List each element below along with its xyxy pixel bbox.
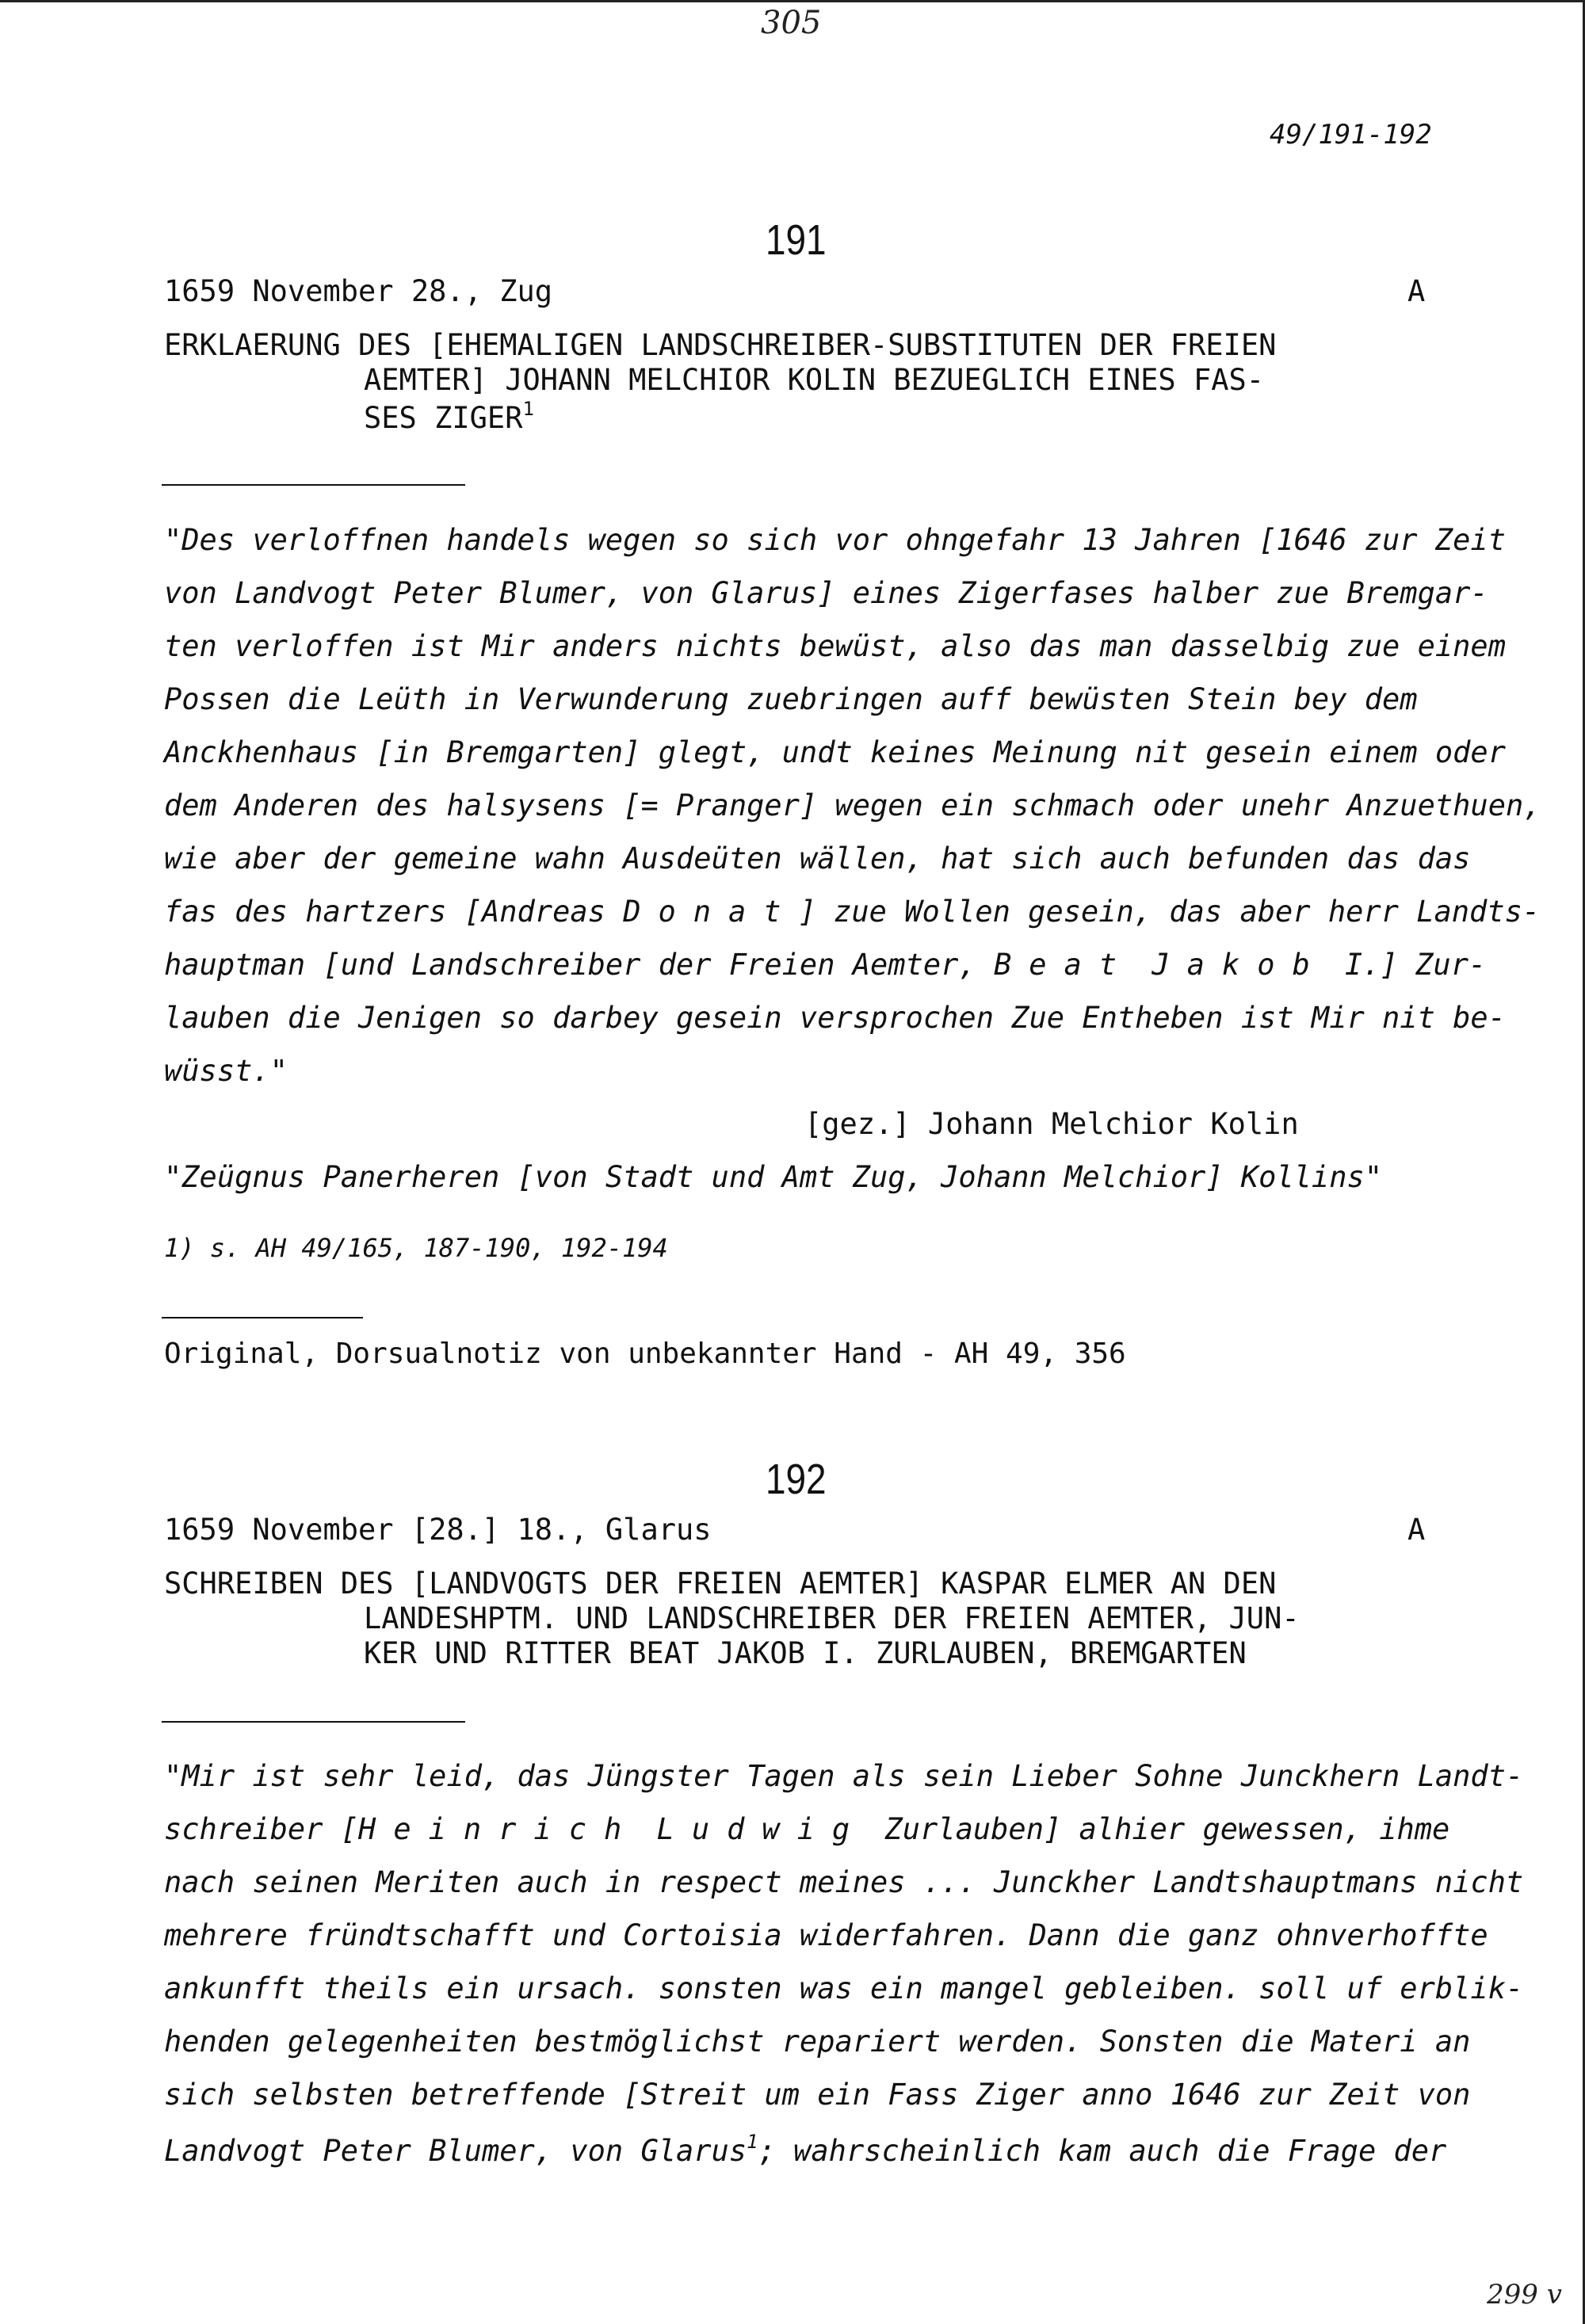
document-number-192: 192 (766, 1456, 827, 1503)
separator-rule (162, 484, 465, 486)
doc192-body-line: nach seinen Meriten auch in respect meines ... Junckher Landtshauptmans nicht (164, 1865, 1524, 1899)
handwritten-page-number: 305 (761, 5, 822, 41)
doc192-heading-line-2: LANDESHPTM. UND LANDSCHREIBER DER FREIEN AEMTER, JUN- (364, 1601, 1300, 1635)
doc191-body-line: von Landvogt Peter Blumer, von Glarus] eines Zigerfases halber zue Bremgar- (164, 576, 1488, 610)
doc192-body-line: Landvogt Peter Blumer, von Glarus$^1$; wahrscheinlich kam auch die Frage der (164, 2131, 1447, 2168)
separator-rule (162, 1317, 363, 1318)
separator-rule (162, 1721, 465, 1723)
doc191-body-line: wie aber der gemeine wahn Ausdeüten wällen, hat sich auch befunden das das (164, 841, 1471, 876)
doc191-body-line: Anckhenhaus [in Bremgarten] glegt, undt keines Meinung nit gesein einem oder (164, 735, 1506, 769)
doc191-body-line: Possen die Leüth in Verwunderung zuebringen auff bewüsten Stein bey dem (164, 682, 1418, 716)
doc191-body-line: lauben die Jenigen so darbey gesein versprochen Zue Entheben ist Mir nit be- (164, 1001, 1506, 1035)
doc192-body-line: henden gelegenheiten bestmöglichst repariert werden. Sonsten die Materi an (164, 2024, 1471, 2059)
doc191-date-place: 1659 November 28., Zug (164, 274, 553, 308)
doc192-date-place: 1659 November [28.] 18., Glarus (164, 1513, 712, 1547)
document-number-191: 191 (766, 216, 827, 264)
doc191-heading-line-2: AEMTER] JOHANN MELCHIOR KOLIN BEZUEGLICH EINES FAS- (364, 363, 1265, 397)
doc191-source: Original, Dorsualnotiz von unbekannter Hand - AH 49, 356 (164, 1338, 1126, 1370)
doc191-heading-line-1: ERKLAERUNG DES [EHEMALIGEN LANDSCHREIBER-SUBSTITUTEN DER FREIEN (164, 328, 1277, 362)
doc192-body-line: "Mir ist sehr leid, das Jüngster Tagen als sein Lieber Sohne Junckhern Landt- (164, 1759, 1524, 1793)
doc191-dorsal-note: "Zeügnus Panerheren [von Stadt und Amt Zug, Johann Melchior] Kollins" (164, 1160, 1383, 1194)
handwritten-folio-number: 299 v (1487, 2279, 1562, 2311)
doc192-body-line: ankunfft theils ein ursach. sonsten was ein mangel gebleiben. soll uf erblik- (164, 1971, 1524, 2005)
doc191-body-line: hauptman [und Landschreiber der Freien Aemter, Beat Jakob I.] Zur- (164, 948, 1487, 982)
doc192-letter: A (1407, 1513, 1426, 1547)
page-border-top (0, 0, 1585, 2)
doc191-body-line: dem Anderen des halsysens [= Pranger] wegen ein schmach oder unehr Anzuethuen, (164, 788, 1541, 822)
doc191-body-line: wüsst." (164, 1054, 288, 1088)
doc191-heading-line-3: SES ZIGER$^1$ (364, 398, 534, 435)
doc192-heading-line-3: KER UND RITTER BEAT JAKOB I. ZURLAUBEN, BREMGARTEN (364, 1636, 1247, 1670)
doc192-body-line: schreiber [Heinrich Ludwig Zurlauben] alhier gewessen, ihme (164, 1812, 1450, 1846)
doc192-body-line: mehrere fründtschafft und Cortoisia widerfahren. Dann die ganz ohnverhoffte (164, 1918, 1488, 1952)
doc191-footnote: 1) s. AH 49/165, 187-190, 192-194 (164, 1233, 668, 1263)
doc191-body-line: "Des verloffnen handels wegen so sich vor ohngefahr 13 Jahren [1646 zur Zeit (164, 523, 1506, 557)
archive-reference: 49/191-192 (1270, 119, 1432, 151)
doc191-letter: A (1407, 274, 1426, 308)
doc191-signature: [gez.] Johann Melchior Kolin (804, 1107, 1299, 1141)
doc191-body-line: fas des hartzers [Andreas Donat] zue Wollen gesein, das aber herr Landts- (164, 895, 1541, 929)
doc192-heading-line-1: SCHREIBEN DES [LANDVOGTS DER FREIEN AEMTER] KASPAR ELMER AN DEN (164, 1567, 1277, 1601)
doc192-body-line: sich selbsten betreffende [Streit um ein Fass Ziger anno 1646 zur Zeit von (164, 2078, 1471, 2112)
doc191-body-line: ten verloffen ist Mir anders nichts bewüst, also das man dasselbig zue einem (164, 629, 1506, 663)
